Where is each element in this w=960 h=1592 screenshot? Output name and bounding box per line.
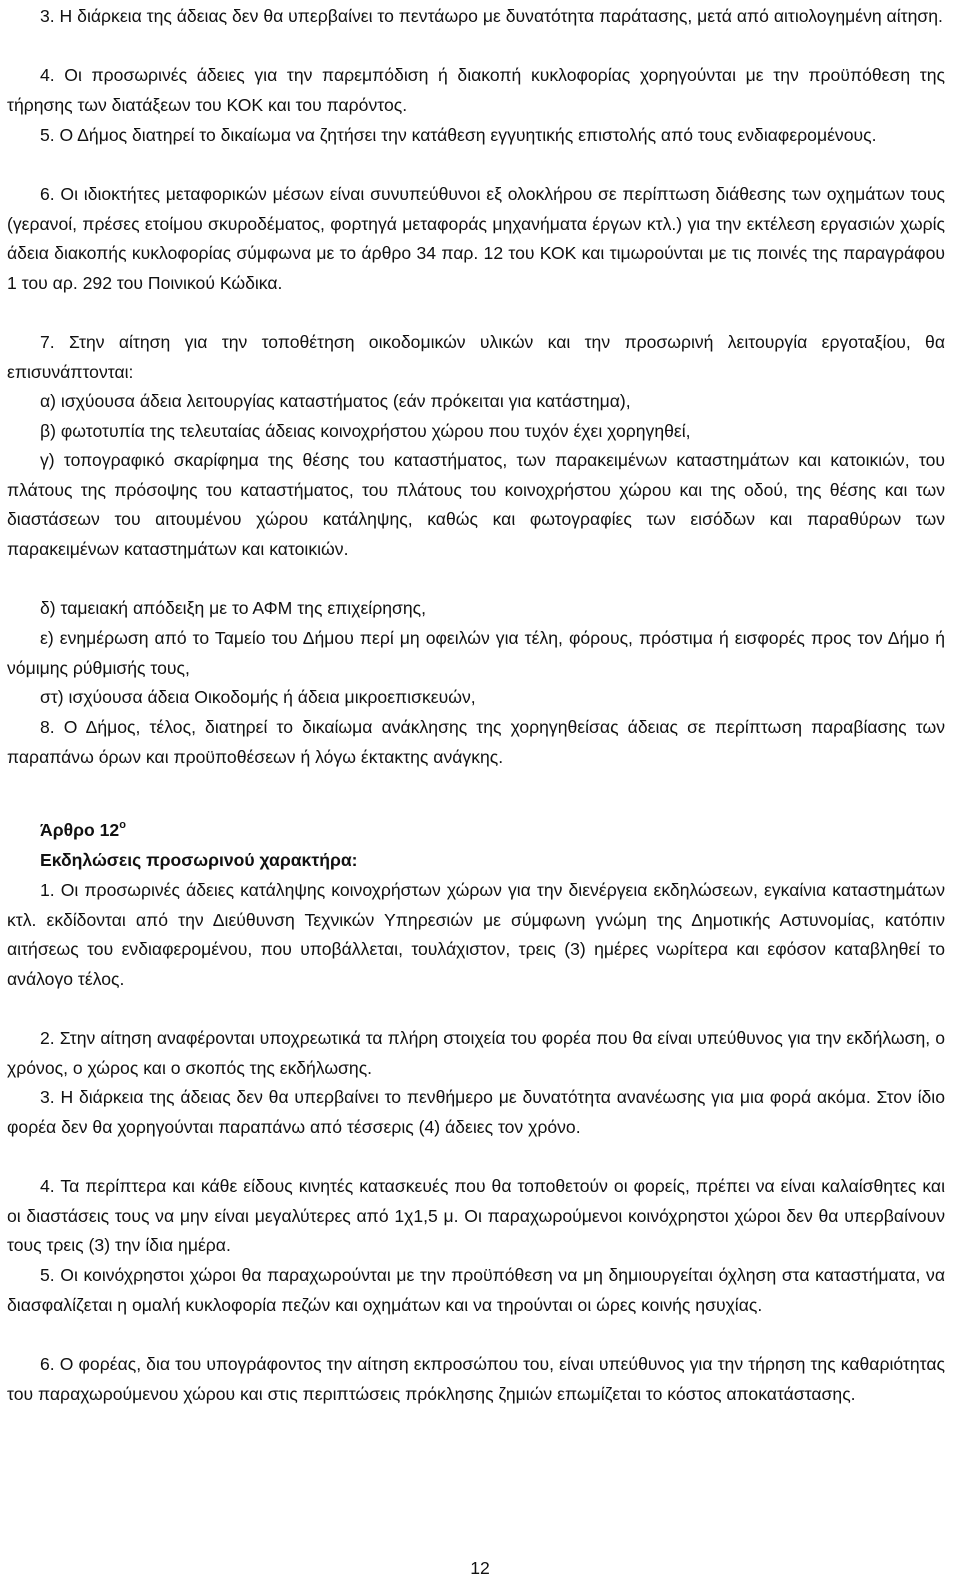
article-paragraph-3: 3. Η διάρκεια της άδειας δεν θα υπερβαίνει το πενθήμερο με δυνατότητα ανανέωσης για μια φορά ακόμα. Στον ίδιο φορέα δεν θα χορηγούνται παραπάνω από τέσσερις (4) άδειες τον χρόνο.: [7, 1087, 945, 1137]
list-item-b: β) φωτοτυπία της τελευταίας άδειας κοινοχρήστου χώρου που τυχόν έχει χορηγηθεί,: [40, 421, 691, 441]
article-title-text: Άρθρο 12: [40, 820, 120, 840]
list-item-c: γ) τοπογραφικό σκαρίφημα της θέσης του καταστήματος, των παρακειμένων καταστημάτων και κατοικιών, του πλάτους της πρόσοψης του καταστήματος, του πλάτους του κοινοχρήστου χώρου και της οδού, της θέσης και των διαστάσεων του αιτουμένου χώρου κατάληψης, καθώς και φωτογραφίες των εισόδων και παραθύρων των παρακειμένων καταστημάτων και κατοικιών.: [7, 450, 945, 559]
article-paragraph-2: 2. Στην αίτηση αναφέρονται υποχρεωτικά τα πλήρη στοιχεία του φορέα που θα είναι υπεύθυνος για την εκδήλωση, ο χρόνος, ο χώρος και ο σκοπός της εκδήλωσης.: [7, 1028, 945, 1078]
article-paragraph-6: 6. Ο φορέας, δια του υπογράφοντος την αίτηση εκπροσώπου του, είναι υπεύθυνος για την τήρηση της καθαριότητας του παραχωρούμενου χώρου και στις περιπτώσεις πρόκλησης ζημιών επωμίζεται το κόστος αποκατάστασης.: [7, 1354, 945, 1404]
list-item-d: δ) ταμειακή απόδειξη με το ΑΦΜ της επιχείρησης,: [40, 598, 426, 618]
article-paragraph-1: 1. Οι προσωρινές άδειες κατάληψης κοινοχρήστων χώρων για την διενέργεια εκδηλώσεων, εγκαίνια καταστημάτων κτλ. εκδίδονται από την Διεύθυνση Τεχνικών Υπηρεσιών με σύμφωνη γνώμη της Δημοτικής Αστυνομίας, κατόπιν αιτήσεως του ενδιαφερομένου, που υποβάλλεται, τουλάχιστον, τρεις (3) ημέρες νωρίτερα και εφόσον καταβληθεί το ανάλογο τέλος.: [7, 880, 945, 989]
paragraph-3: 3. Η διάρκεια της άδειας δεν θα υπερβαίνει το πεντάωρο με δυνατότητα παράτασης, μετά από αιτιολογημένη αίτηση.: [40, 6, 943, 26]
list-item-st: στ) ισχύουσα άδεια Οικοδομής ή άδεια μικροεπισκευών,: [40, 687, 476, 707]
list-item-e: ε) ενημέρωση από το Ταμείο του Δήμου περί μη οφειλών για τέλη, φόρους, πρόστιμα ή εισφορές προς τον Δήμο ή νόμιμης ρύθμισής τους,: [7, 628, 945, 678]
page-number: 12: [470, 1558, 490, 1578]
article-subtitle: Εκδηλώσεις προσωρινού χαρακτήρα:: [40, 850, 358, 870]
article-title: [40, 816, 126, 846]
article-paragraph-5: 5. Οι κοινόχρηστοι χώροι θα παραχωρούνται με την προϋπόθεση να μη δημιουργείται όχληση στα καταστήματα, να διασφαλίζεται η ομαλή κυκλοφορία πεζών και οχημάτων και να τηρούνται οι ώρες κοινής ησυχίας.: [7, 1265, 945, 1315]
paragraph-4: 4. Οι προσωρινές άδειες για την παρεμπόδιση ή διακοπή κυκλοφορίας χορηγούνται με την προϋπόθεση της τήρησης των διατάξεων του ΚΟΚ και του παρόντος.: [7, 65, 945, 115]
paragraph-7: 7. Στην αίτηση για την τοποθέτηση οικοδομικών υλικών και την προσωρινή λειτουργία εργοταξίου, θα επισυνάπτονται:: [7, 332, 945, 382]
article-paragraph-4: 4. Τα περίπτερα και κάθε είδους κινητές κατασκευές που θα τοποθετούν οι φορείς, πρέπει να είναι καλαίσθητες και οι διαστάσεις τους να μην είναι μεγαλύτερες από 1χ1,5 μ. Οι παραχωρούμενοι κοινόχρηστοι χώροι δεν θα υπερβαίνουν τους τρεις (3) την ίδια ημέρα.: [7, 1176, 945, 1256]
paragraph-6: 6. Οι ιδιοκτήτες μεταφορικών μέσων είναι συνυπεύθυνοι εξ ολοκλήρου σε περίπτωση διάθεσης των οχημάτων τους (γερανοί, πρέσες ετοίμου σκυροδέματος, φορτηγά μεταφοράς μηχανήματα έργων κτλ.) για την εκτέλεση εργασιών χωρίς άδεια διακοπής κυκλοφορίας σύμφωνα με το άρθρο 34 παρ. 12 του ΚΟΚ και τιμωρούνται με τις ποινές της παραγράφου 1 του αρ. 292 του Ποινικού Κώδικα.: [7, 184, 945, 293]
list-item-a: α) ισχύουσα άδεια λειτουργίας καταστήματος (εάν πρόκειται για κατάστημα),: [40, 391, 631, 411]
paragraph-5: 5. Ο Δήμος διατηρεί το δικαίωμα να ζητήσει την κατάθεση εγγυητικής επιστολής από τους ενδιαφερομένους.: [40, 125, 877, 145]
paragraph-8: 8. Ο Δήμος, τέλος, διατηρεί το δικαίωμα ανάκλησης της χορηγηθείσας άδειας σε περίπτωση παραβίασης των παραπάνω όρων και προϋποθέσεων ή λόγω έκτακτης ανάγκης.: [7, 717, 945, 767]
article-title-superscript: ο: [119, 819, 126, 831]
